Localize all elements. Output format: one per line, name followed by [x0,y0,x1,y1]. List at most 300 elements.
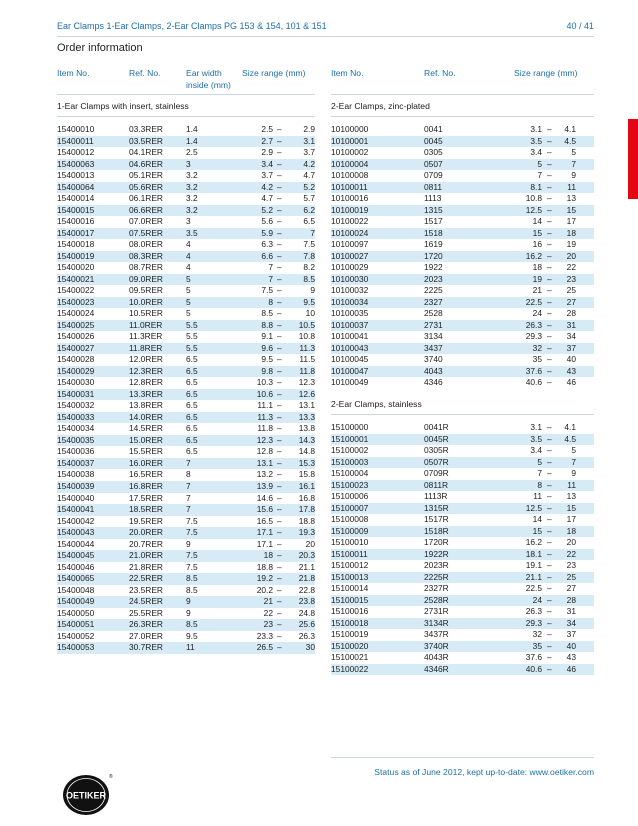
item-no: 15100021 [331,652,369,663]
size-dash: – [277,619,282,630]
item-no: 15400027 [57,342,95,353]
size-min: 21 [532,285,542,296]
size-max: 15 [566,204,576,215]
size-dash: – [277,550,282,561]
size-max: 34 [566,331,576,342]
ref-no: 23.5RER [129,584,163,595]
size-dash: – [277,596,282,607]
size-max: 27 [566,296,576,307]
ear-width: 7.5 [186,550,198,561]
size-dash: – [277,377,282,388]
size-min: 20.2 [256,584,273,595]
item-no: 15100006 [331,491,369,502]
size-max: 17.8 [298,504,315,515]
size-dash: – [277,204,282,215]
ear-width: 4 [186,262,191,273]
size-dash: – [547,250,552,261]
item-no: 15100023 [331,479,369,490]
ear-width: 6.5 [186,400,198,411]
size-dash: – [547,548,552,559]
table-row [57,366,315,378]
size-max: 22 [566,548,576,559]
size-max: 40 [566,354,576,365]
ear-width: 1.4 [186,135,198,146]
table-row [57,124,315,136]
size-min: 10.3 [256,377,273,388]
item-no: 15100010 [331,537,369,548]
size-max: 13.8 [298,423,315,434]
table-row [331,514,594,526]
size-dash: – [547,571,552,582]
size-min: 7.5 [261,285,273,296]
size-dash: – [277,480,282,491]
ref-no: 08.0RER [129,239,163,250]
item-no: 15400011 [57,135,94,146]
size-dash: – [277,365,282,376]
ref-no: 15.5RER [129,446,163,457]
item-no: 10100043 [331,342,369,353]
size-max: 5 [571,147,576,158]
size-max: 9.5 [303,296,315,307]
size-dash: – [277,527,282,538]
size-dash: – [277,446,282,457]
ear-width: 6.5 [186,365,198,376]
item-no: 10100035 [331,308,369,319]
size-dash: – [547,204,552,215]
ear-width: 7 [186,457,191,468]
size-dash: – [547,308,552,319]
size-max: 13.3 [298,411,315,422]
item-no: 15400014 [57,193,95,204]
table-row [331,262,594,274]
ref-no: 2225R [424,571,449,582]
item-no: 15400016 [57,216,95,227]
size-dash: – [547,170,552,181]
size-dash: – [277,135,282,146]
size-min: 17.1 [256,538,273,549]
size-dash: – [277,216,282,227]
ref-no: 24.5RER [129,596,163,607]
col-size-range-right: Size range (mm) [514,68,578,78]
table-row [331,491,594,503]
logo-text: OETIKER [65,790,107,801]
size-min: 3.5 [530,433,542,444]
ref-no: 3740R [424,640,449,651]
item-no: 15400036 [57,446,95,457]
size-min: 17.1 [256,527,273,538]
ref-no: 2528R [424,594,449,605]
size-dash: – [547,296,552,307]
size-dash: – [277,342,282,353]
size-dash: – [547,331,552,342]
table-row [331,124,594,136]
size-min: 19.2 [256,573,273,584]
size-dash: – [547,181,552,192]
size-dash: – [277,492,282,503]
ref-no: 1518 [424,227,443,238]
size-max: 25.6 [298,619,315,630]
item-no: 15400026 [57,331,95,342]
ref-no: 14.0RER [129,411,163,422]
size-dash: – [277,296,282,307]
size-min: 24 [532,308,542,319]
size-dash: – [547,617,552,628]
size-dash: – [547,629,552,640]
table-row [57,458,315,470]
table-row [331,652,594,664]
item-no: 15400042 [57,515,95,526]
ear-width: 2.5 [186,147,198,158]
item-no: 15100007 [331,502,369,513]
size-dash: – [547,583,552,594]
ref-no: 12.3RER [129,365,163,376]
table-row [57,562,315,574]
item-no: 15400012 [57,147,95,158]
size-min: 8.8 [261,319,273,330]
table-row [331,251,594,263]
size-dash: – [277,607,282,618]
ref-no: 4346 [424,377,443,388]
ref-no: 3134R [424,617,449,628]
ref-no: 1315 [424,204,443,215]
ref-no: 1922R [424,548,449,559]
ref-no: 06.6RER [129,204,163,215]
item-no: 15400035 [57,434,95,445]
size-max: 28 [566,594,576,605]
ref-no: 21.0RER [129,550,163,561]
size-dash: – [547,124,552,134]
size-min: 11.8 [257,423,273,434]
size-max: 21.8 [298,573,315,584]
size-min: 9.5 [261,354,273,365]
size-min: 14 [532,216,542,227]
ref-no: 10.0RER [129,296,163,307]
size-max: 2.9 [303,124,315,134]
size-min: 5 [537,456,542,467]
ref-no: 2327R [424,583,449,594]
ref-no: 04.1RER [129,147,163,158]
size-dash: – [277,457,282,468]
item-no: 15100000 [331,422,369,432]
ref-no: 0305R [424,445,449,456]
size-max: 25 [566,285,576,296]
table-row [331,136,594,148]
size-min: 35 [532,354,542,365]
ref-no: 12.8RER [129,377,163,388]
section-divider-left [57,116,315,117]
table-row [331,377,594,389]
item-no: 10100011 [331,181,368,192]
ear-width: 5 [186,273,191,284]
ref-no: 1922 [424,262,443,273]
size-min: 5.9 [261,227,273,238]
size-min: 32 [532,629,542,640]
table-row [331,182,594,194]
table-row [57,182,315,194]
size-min: 3.1 [530,124,542,134]
item-no: 15400019 [57,250,95,261]
item-no: 10100047 [331,365,369,376]
ear-width: 4 [186,239,191,250]
ref-no: 03.5RER [129,135,163,146]
ref-no: 1720R [424,537,449,548]
item-no: 15400040 [57,492,95,503]
item-no: 15100009 [331,525,369,536]
table-row [57,631,315,643]
size-max: 12.6 [298,388,315,399]
size-max: 6.2 [303,204,315,215]
size-min: 8.1 [530,181,542,192]
size-min: 7 [268,262,273,273]
size-max: 7.5 [303,239,315,250]
ref-no: 1517 [424,216,443,227]
size-dash: – [547,525,552,536]
size-dash: – [547,537,552,548]
item-no: 15100011 [331,548,368,559]
ref-no: 15.0RER [129,434,163,445]
size-dash: – [547,445,552,456]
size-max: 16.1 [298,480,315,491]
size-dash: – [277,158,282,169]
size-min: 5 [537,158,542,169]
ear-width: 7 [186,504,191,515]
section-divider-stainless [331,414,594,415]
size-max: 13.1 [298,400,315,411]
item-no: 15400031 [57,388,95,399]
size-dash: – [547,594,552,605]
ref-no: 0041R [424,422,449,432]
ref-no: 4346R [424,663,449,674]
size-max: 9 [571,468,576,479]
size-min: 3.1 [530,422,542,432]
table-row [57,608,315,620]
size-dash: – [547,433,552,444]
ref-no: 13.8RER [129,400,163,411]
size-max: 21.1 [298,561,315,572]
table-row [331,193,594,205]
status-note: Status as of June 2012, kept up-to-date: www.oetiker.com [374,767,594,777]
size-max: 20 [566,250,576,261]
item-no: 15400046 [57,561,95,572]
size-max: 46 [566,663,576,674]
ear-width: 1.4 [186,124,198,134]
ref-no: 2327 [424,296,443,307]
item-no: 15400063 [57,158,95,169]
table-row [57,400,315,412]
item-no: 15400028 [57,354,95,365]
size-dash: – [277,227,282,238]
size-max: 18 [566,525,576,536]
size-max: 4.1 [564,124,576,134]
item-no: 15400023 [57,296,95,307]
page-number: 40 / 41 [566,21,594,31]
size-max: 24.8 [298,607,315,618]
item-no: 15400010 [57,124,95,134]
item-no: 10100045 [331,354,369,365]
item-no: 15100014 [331,583,369,594]
size-max: 13 [566,193,576,204]
ref-no: 22.5RER [129,573,163,584]
table-row [57,493,315,505]
ref-no: 07.5RER [129,227,163,238]
size-dash: – [547,652,552,663]
table-row [331,549,594,561]
table-row [331,468,594,480]
size-dash: – [277,434,282,445]
size-max: 4.5 [564,135,576,146]
ref-no: 2023R [424,560,449,571]
size-dash: – [277,584,282,595]
item-no: 15400034 [57,423,95,434]
size-max: 17 [566,514,576,525]
table-row [331,445,594,457]
size-min: 2.5 [261,124,273,134]
ear-width: 5.5 [186,319,198,330]
ear-width: 5.5 [186,342,198,353]
ear-width: 6.5 [186,423,198,434]
size-min: 21 [263,596,273,607]
table-row [57,320,315,332]
size-min: 3.5 [530,135,542,146]
table-row [331,297,594,309]
header-divider [57,36,594,37]
footer-divider [331,757,594,758]
size-min: 18.1 [525,548,542,559]
ref-no: 11.0RER [129,319,163,330]
size-dash: – [547,227,552,238]
size-dash: – [277,319,282,330]
ear-width: 9 [186,596,191,607]
table-row [331,239,594,251]
page-header [57,21,594,35]
ref-no: 08.3RER [129,250,163,261]
ref-no: 0041 [424,124,443,134]
item-no: 15400038 [57,469,95,480]
item-no: 15400018 [57,239,95,250]
ref-no: 2225 [424,285,443,296]
ref-no: 0507 [424,158,443,169]
item-no: 10100000 [331,124,369,134]
table-row [57,585,315,597]
breadcrumb: Ear Clamps 1-Ear Clamps, 2-Ear Clamps PG 153 & 154, 101 & 151 [57,21,327,31]
table-row [331,205,594,217]
size-min: 18 [532,262,542,273]
item-no: 15100012 [331,560,369,571]
ref-no: 18.5RER [129,504,163,515]
size-max: 20 [566,537,576,548]
size-min: 11.3 [257,411,273,422]
size-max: 8.5 [303,273,315,284]
size-max: 7.8 [303,250,315,261]
item-no: 15100015 [331,594,369,605]
item-no: 15400043 [57,527,95,538]
size-dash: – [277,170,282,181]
ear-width: 6.5 [186,446,198,457]
ref-no: 2023 [424,273,443,284]
table-row [331,159,594,171]
size-max: 40 [566,640,576,651]
ref-no: 0045R [424,433,449,444]
item-no: 10100034 [331,296,369,307]
size-dash: – [277,181,282,192]
size-min: 3.7 [261,170,273,181]
size-dash: – [547,158,552,169]
size-min: 23 [263,619,273,630]
table-row [331,422,594,434]
item-no: 15400065 [57,573,95,584]
table-row [57,239,315,251]
size-min: 8 [537,479,542,490]
table-row [57,308,315,320]
item-no: 10100004 [331,158,369,169]
table-row [331,572,594,584]
size-min: 4.7 [261,193,273,204]
size-min: 21.1 [525,571,542,582]
item-no: 10100030 [331,273,369,284]
table-row [57,262,315,274]
ref-no: 21.8RER [129,561,163,572]
ref-no: 1315R [424,502,449,513]
ear-width: 7.5 [186,561,198,572]
table-row [57,619,315,631]
ref-no: 2731R [424,606,449,617]
size-max: 18.8 [298,515,315,526]
size-max: 13 [566,491,576,502]
ref-no: 09.0RER [129,273,163,284]
ear-width: 5 [186,285,191,296]
table-right-zinc [331,124,594,389]
ear-width: 3.2 [186,181,198,192]
ear-width: 7.5 [186,515,198,526]
size-max: 9 [571,170,576,181]
size-max: 22.8 [298,584,315,595]
table-row [331,274,594,286]
table-row [57,274,315,286]
ear-width: 5 [186,296,191,307]
size-max: 5 [571,445,576,456]
size-max: 31 [566,319,576,330]
size-min: 15 [532,525,542,536]
size-dash: – [277,423,282,434]
table-row [57,343,315,355]
size-max: 15.8 [298,469,315,480]
size-dash: – [547,342,552,353]
page-title: Order information [57,42,143,54]
size-min: 16.2 [525,250,542,261]
size-dash: – [277,250,282,261]
ref-no: 30.7RER [129,642,163,653]
table-row [331,629,594,641]
item-no: 10100027 [331,250,369,261]
size-min: 29.3 [525,331,542,342]
size-dash: – [547,239,552,250]
item-no: 10100019 [331,204,369,215]
item-no: 15400041 [57,504,95,515]
table-row [331,641,594,653]
ref-no: 1517R [424,514,449,525]
section-title-zinc: 2-Ear Clamps, zinc-plated [331,101,430,111]
size-min: 13.2 [256,469,273,480]
size-max: 26.3 [298,630,315,641]
table-row [57,446,315,458]
size-min: 13.9 [256,480,273,491]
size-min: 22 [263,607,273,618]
col-ear-width-line1: Ear width [186,68,222,78]
size-max: 14.8 [298,446,315,457]
size-max: 11.5 [299,354,315,365]
size-dash: – [277,193,282,204]
table-row [331,216,594,228]
